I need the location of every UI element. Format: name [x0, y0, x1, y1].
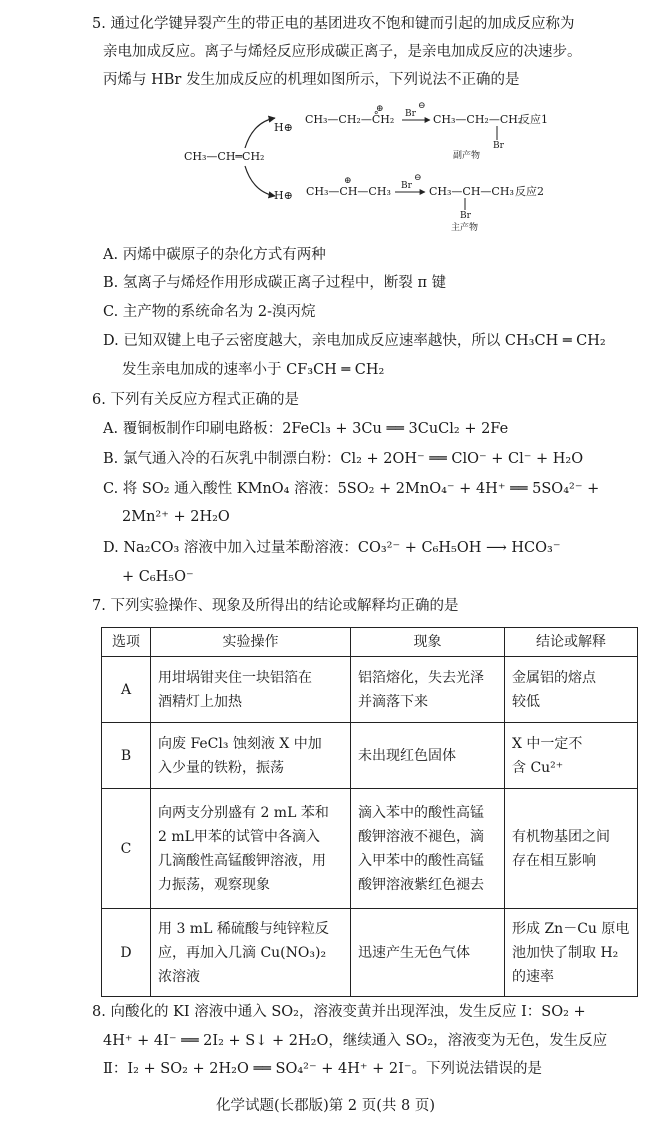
q5-option-b: B. 氢离子与烯烃作用形成碳正离子过程中，断裂 π 键	[103, 275, 447, 291]
route1-product-name: 副产物	[453, 151, 481, 161]
row-option: C	[102, 789, 151, 909]
page-footer: 化学试题(长郡版)第 2 页(共 8 页)	[215, 1098, 435, 1114]
table-row	[102, 723, 638, 789]
table-header-row	[102, 628, 638, 657]
row-conclusion: X 中一定不 含 Cu²⁺	[505, 723, 638, 789]
header-phenomenon: 现象	[351, 628, 505, 657]
q8-stem-line-1: 8. 向酸化的 KI 溶液中通入 SO₂，溶液变黄并出现浑浊，发生反应 Ⅰ：SO₂ +	[92, 1004, 586, 1020]
q6-option-d-cont: + C₆H₅O⁻	[122, 569, 194, 585]
q6-stem: 6. 下列有关反应方程式正确的是	[92, 392, 299, 408]
q5-stem-line-2: 亲电加成反应。离子与烯烃反应形成碳正离子，是亲电加成反应的决速步。	[103, 44, 582, 60]
route1-label: 反应1	[519, 113, 548, 126]
row-operation: 向两支分别盛有 2 mL 苯和 2 mL甲苯的试管中各滴入 几滴酸性高锰酸钾溶液，用 力振荡，观察现象	[151, 789, 351, 909]
row-conclusion: 形成 Zn－Cu 原电 池加快了制取 H₂ 的速率	[505, 909, 638, 997]
q5-stem-line-1: 5. 通过化学键异裂产生的带正电的基团进攻不饱和键而引起的加成反应称为	[92, 16, 575, 32]
route2-product-name: 主产物	[451, 223, 479, 233]
route2-product-br: Br	[460, 211, 471, 221]
row-option: B	[102, 723, 151, 789]
row-operation: 用坩埚钳夹住一块铝箔在 酒精灯上加热	[151, 657, 351, 723]
row-operation: 用 3 mL 稀硫酸与纯锌粒反 应，再加入几滴 Cu(NO₃)₂ 浓溶液	[151, 909, 351, 997]
table-row	[102, 909, 638, 997]
row-phenomenon: 滴入苯中的酸性高锰 酸钾溶液不褪色，滴 入甲苯中的酸性高锰 酸钾溶液紫红色褪去	[351, 789, 505, 909]
q7-experiment-table	[101, 627, 638, 997]
q6-option-a: A. 覆铜板制作印刷电路板：2FeCl₃ + 3Cu ══ 3CuCl₂ + 2Fe	[103, 421, 509, 437]
q6-option-d: D. Na₂CO₃ 溶液中加入过量苯酚溶液：CO₃²⁻ + C₆H₅OH ⟶ HCO₃⁻	[103, 540, 561, 556]
route2-intermediate: CH₃—CH—CH₃	[306, 185, 391, 198]
row-option: A	[102, 657, 151, 723]
curved-arrow-top	[245, 118, 275, 148]
q6-option-c: C. 将 SO₂ 通入酸性 KMnO₄ 溶液：5SO₂ + 2MnO₄⁻ + 4H⁺ ══ 5SO₄²⁻ +	[103, 481, 600, 497]
header-operation: 实验操作	[151, 628, 351, 657]
route2-carbocation-charge: ⊕	[344, 176, 352, 186]
header-conclusion: 结论或解释	[505, 628, 638, 657]
q5-option-d: D. 已知双键上电子云密度越大，亲电加成反应速率越快，所以 CH₃CH ═ CH₂	[103, 333, 606, 349]
q8-stem-line-3: Ⅱ：I₂ + SO₂ + 2H₂O ══ SO₄²⁻ + 4H⁺ + 2I⁻。下列说法错误的是	[103, 1061, 542, 1077]
q5-stem-line-3: 丙烯与 HBr 发生加成反应的机理如图所示，下列说法不正确的是	[103, 72, 520, 88]
route1-product: CH₃—CH₂—CH₂	[433, 113, 523, 126]
h-plus-top: H⊕	[274, 121, 293, 134]
curved-arrow-bottom	[245, 166, 275, 196]
q6-option-b: B. 氯气通入冷的石灰乳中制漂白粉：Cl₂ + 2OH⁻ ══ ClO⁻ + Cl⁻ + H₂O	[103, 451, 584, 467]
route1-br-reagent: Br	[405, 109, 416, 119]
route2-product: CH₃—CH—CH₃	[429, 185, 514, 198]
table-row	[102, 789, 638, 909]
q8-stem-line-2: 4H⁺ + 4I⁻ ══ 2I₂ + S↓ + 2H₂O，继续通入 SO₂，溶液变为无色，发生反应	[103, 1033, 608, 1049]
q5-option-d-cont: 发生亲电加成的速率小于 CF₃CH ═ CH₂	[122, 362, 385, 378]
route1-br-minus: ⊖	[418, 101, 426, 111]
route1-product-br: Br	[493, 141, 504, 151]
reaction-mechanism-diagram	[175, 100, 595, 240]
route2-br-minus: ⊖	[414, 173, 422, 183]
route1-intermediate: CH₃—CH₂—C̊H₂	[305, 113, 395, 126]
row-conclusion: 有机物基团之间 存在相互影响	[505, 789, 638, 909]
route2-label: 反应2	[515, 185, 544, 198]
row-phenomenon: 铝箔熔化，失去光泽 并滴落下来	[351, 657, 505, 723]
row-phenomenon: 未出现红色固体	[351, 723, 505, 789]
header-option: 选项	[102, 628, 151, 657]
q5-option-c: C. 主产物的系统命名为 2-溴丙烷	[103, 304, 316, 320]
reactant-propene: CH₃—CH═CH₂	[184, 150, 265, 163]
q7-stem: 7. 下列实验操作、现象及所得出的结论或解释均正确的是	[92, 598, 459, 614]
table-row	[102, 657, 638, 723]
row-conclusion: 金属铝的熔点 较低	[505, 657, 638, 723]
q6-option-c-cont: 2Mn²⁺ + 2H₂O	[122, 509, 230, 525]
h-plus-bottom: H⊕	[274, 189, 293, 202]
row-option: D	[102, 909, 151, 997]
q5-option-a: A. 丙烯中碳原子的杂化方式有两种	[103, 247, 326, 263]
row-phenomenon: 迅速产生无色气体	[351, 909, 505, 997]
route2-br-reagent: Br	[401, 181, 412, 191]
row-operation: 向废 FeCl₃ 蚀刻液 X 中加 入少量的铁粉，振荡	[151, 723, 351, 789]
route1-carbocation-charge: ⊕	[376, 104, 384, 114]
